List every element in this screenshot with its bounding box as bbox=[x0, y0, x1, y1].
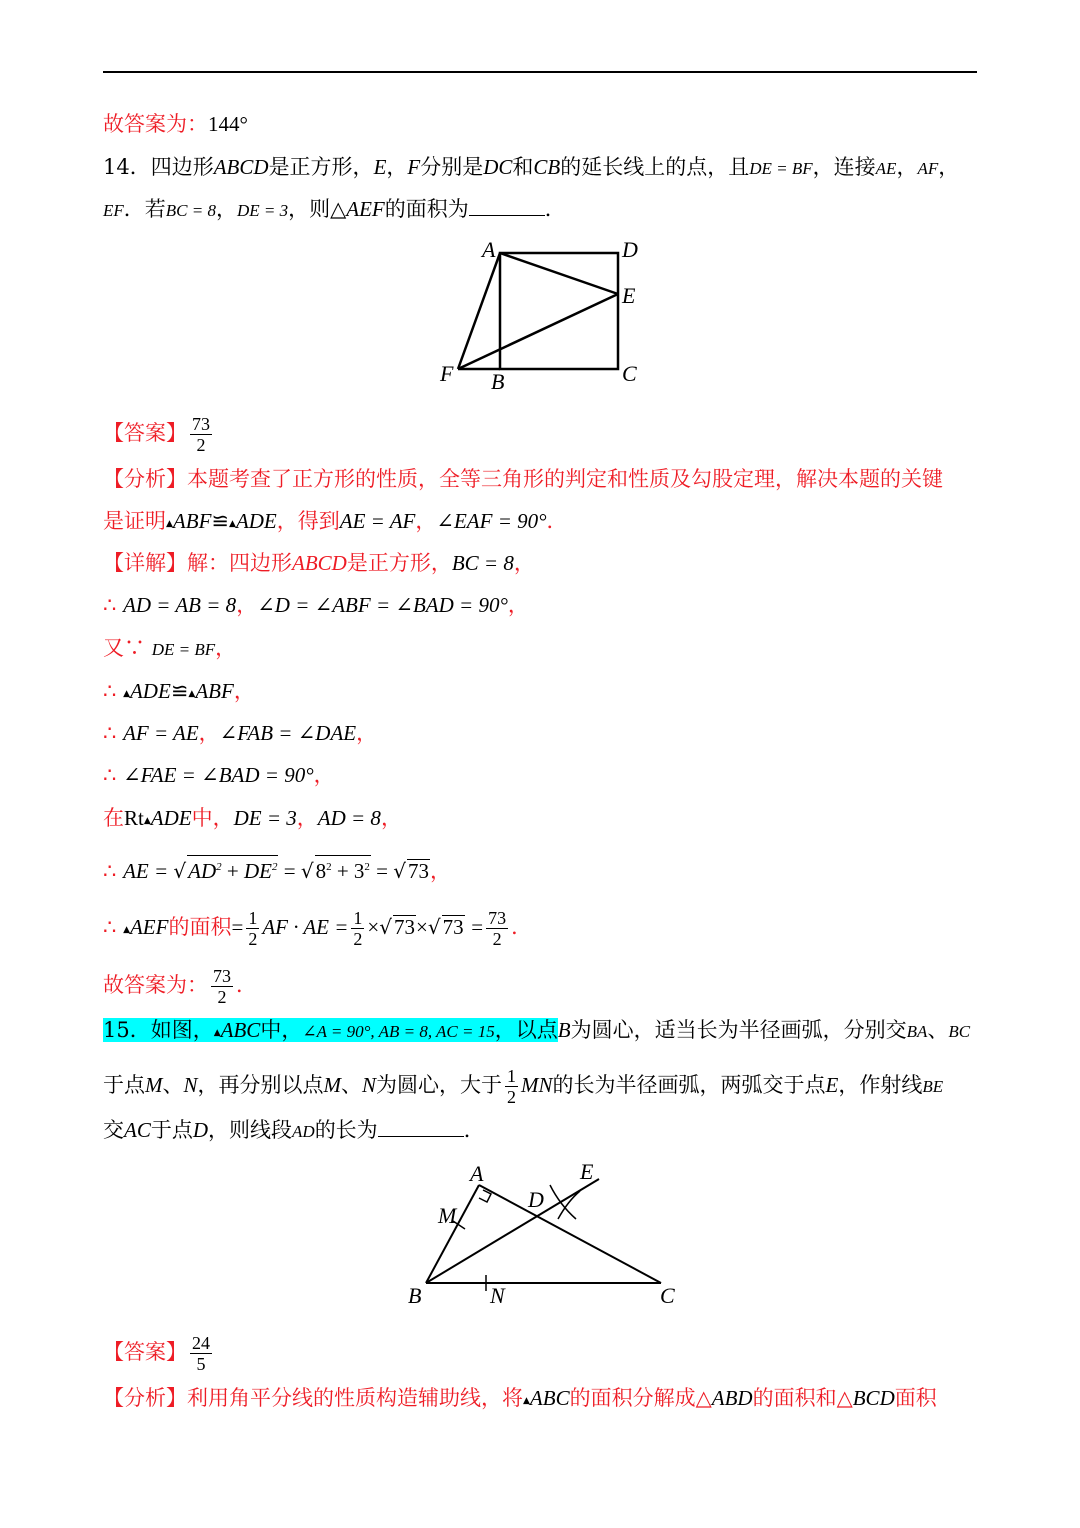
ray-be bbox=[426, 1179, 599, 1283]
analysis-14-line-1: 【分析】本题考查了正方形的性质，全等三角形的判定和性质及勾股定理，解决本题的关键 bbox=[103, 467, 943, 491]
answer-fraction: $\frac{24}{5}$ bbox=[192, 1333, 210, 1374]
final-answer-14: 故答案为： $\frac{73}{2}$ ． bbox=[103, 966, 257, 1007]
step-8: ∴ ▲AEF的面积= $\frac{1}{2}$ AF · AE = $\frac{1}{2}$ ×√73×√73 = $\frac{73}{2}$ ． bbox=[103, 908, 533, 949]
label-b: B bbox=[408, 1283, 422, 1308]
answer-line-13 bbox=[103, 110, 248, 138]
arc-1 bbox=[550, 1185, 576, 1219]
step-6: 在Rt▲ADE中，DE = 3，AD = 8， bbox=[103, 806, 402, 830]
label-m: M bbox=[438, 1203, 457, 1228]
detail-label: 【详解】 bbox=[103, 551, 187, 575]
highlighted-condition: 15．如图，▲ABC中，∠A = 90°, AB = 8, AC = 15，以点 bbox=[103, 1018, 558, 1042]
answer-15 bbox=[103, 1333, 215, 1374]
analysis-label: 【分析】 bbox=[103, 467, 187, 491]
label-f: F bbox=[440, 361, 454, 386]
question-14-line-2: EF．若BC = 8，DE = 3，则△AEF的面积为 ． bbox=[103, 197, 566, 221]
answer-blank bbox=[378, 1116, 464, 1137]
analysis-14-line-2: 是证明▲ABF≌▲ADE，得到AE = AF，∠EAF = 90°． bbox=[103, 509, 568, 533]
arc-2 bbox=[558, 1191, 580, 1219]
question-15-line-2: 于点M、N，再分别以点M、N为圆心，大于 $\frac{1}{2}$ MN的长为半径画弧，两弧交于点E，作射线BE bbox=[103, 1066, 944, 1107]
answer-blank bbox=[469, 195, 545, 216]
answer-value: 144° bbox=[208, 112, 248, 136]
figure-square-abcd bbox=[430, 235, 650, 395]
step-5: ∴ ∠FAE = ∠BAD = 90°， bbox=[103, 763, 335, 787]
answer-label: 【答案】 bbox=[103, 421, 187, 445]
answer-fraction: $\frac{73}{2}$ bbox=[192, 414, 210, 455]
analysis-label: 【分析】 bbox=[103, 1386, 187, 1410]
step-1: ∴ AD = AB = 8，∠D = ∠ABF = ∠BAD = 90°， bbox=[103, 593, 529, 617]
answer-14 bbox=[103, 414, 215, 455]
question-15-line-1: 15．如图，▲ABC中，∠A = 90°, AB = 8, AC = 15，以点B为圆心，适当长为半径画弧，分别交BA、BC bbox=[103, 1018, 971, 1042]
header-rule bbox=[103, 71, 977, 73]
question-14-line-1: 14．四边形ABCD是正方形，E，F分别是DC和CB的延长线上的点，且DE = BF，连接AE，AF， bbox=[103, 155, 960, 179]
step-3: ∴ ▲ADE≌▲ABF， bbox=[103, 679, 255, 703]
label-c: C bbox=[660, 1283, 675, 1308]
label-a: A bbox=[470, 1161, 484, 1186]
question-15-line-3: 交AC于点D，则线段AD的长为 ． bbox=[103, 1118, 485, 1142]
label-c: C bbox=[622, 361, 637, 386]
detail-14-line-1: 【详解】解：四边形ABCD是正方形，BC = 8， bbox=[103, 551, 535, 575]
label-d: D bbox=[622, 237, 638, 262]
right-angle-mark bbox=[479, 1190, 491, 1202]
figure-triangle-abc bbox=[400, 1155, 700, 1315]
segment-ab bbox=[426, 1185, 479, 1283]
label-n: N bbox=[490, 1283, 505, 1308]
label-d: D bbox=[528, 1187, 544, 1212]
question-number: 14． bbox=[103, 155, 151, 179]
step-7: ∴ AE = $√AD^2 + DE^2 = √8^2 + 3^2 = √73$， bbox=[103, 855, 451, 885]
step-2: 又∵ DE = BF， bbox=[103, 636, 237, 660]
label-b: B bbox=[491, 369, 505, 394]
label-e: E bbox=[622, 283, 636, 308]
step-4: ∴ AF = AE，∠FAB = ∠DAE， bbox=[103, 721, 378, 745]
label-a: A bbox=[482, 237, 496, 262]
answer-label: 【答案】 bbox=[103, 1340, 187, 1364]
square-abcd bbox=[500, 253, 618, 369]
answer-label: 故答案为： bbox=[103, 112, 208, 136]
analysis-15-line-1: 【分析】利用角平分线的性质构造辅助线，将▲ABC的面积分解成△ABD的面积和△BCD面积 bbox=[103, 1386, 937, 1410]
label-e: E bbox=[580, 1159, 594, 1184]
segment-ae bbox=[500, 253, 618, 294]
